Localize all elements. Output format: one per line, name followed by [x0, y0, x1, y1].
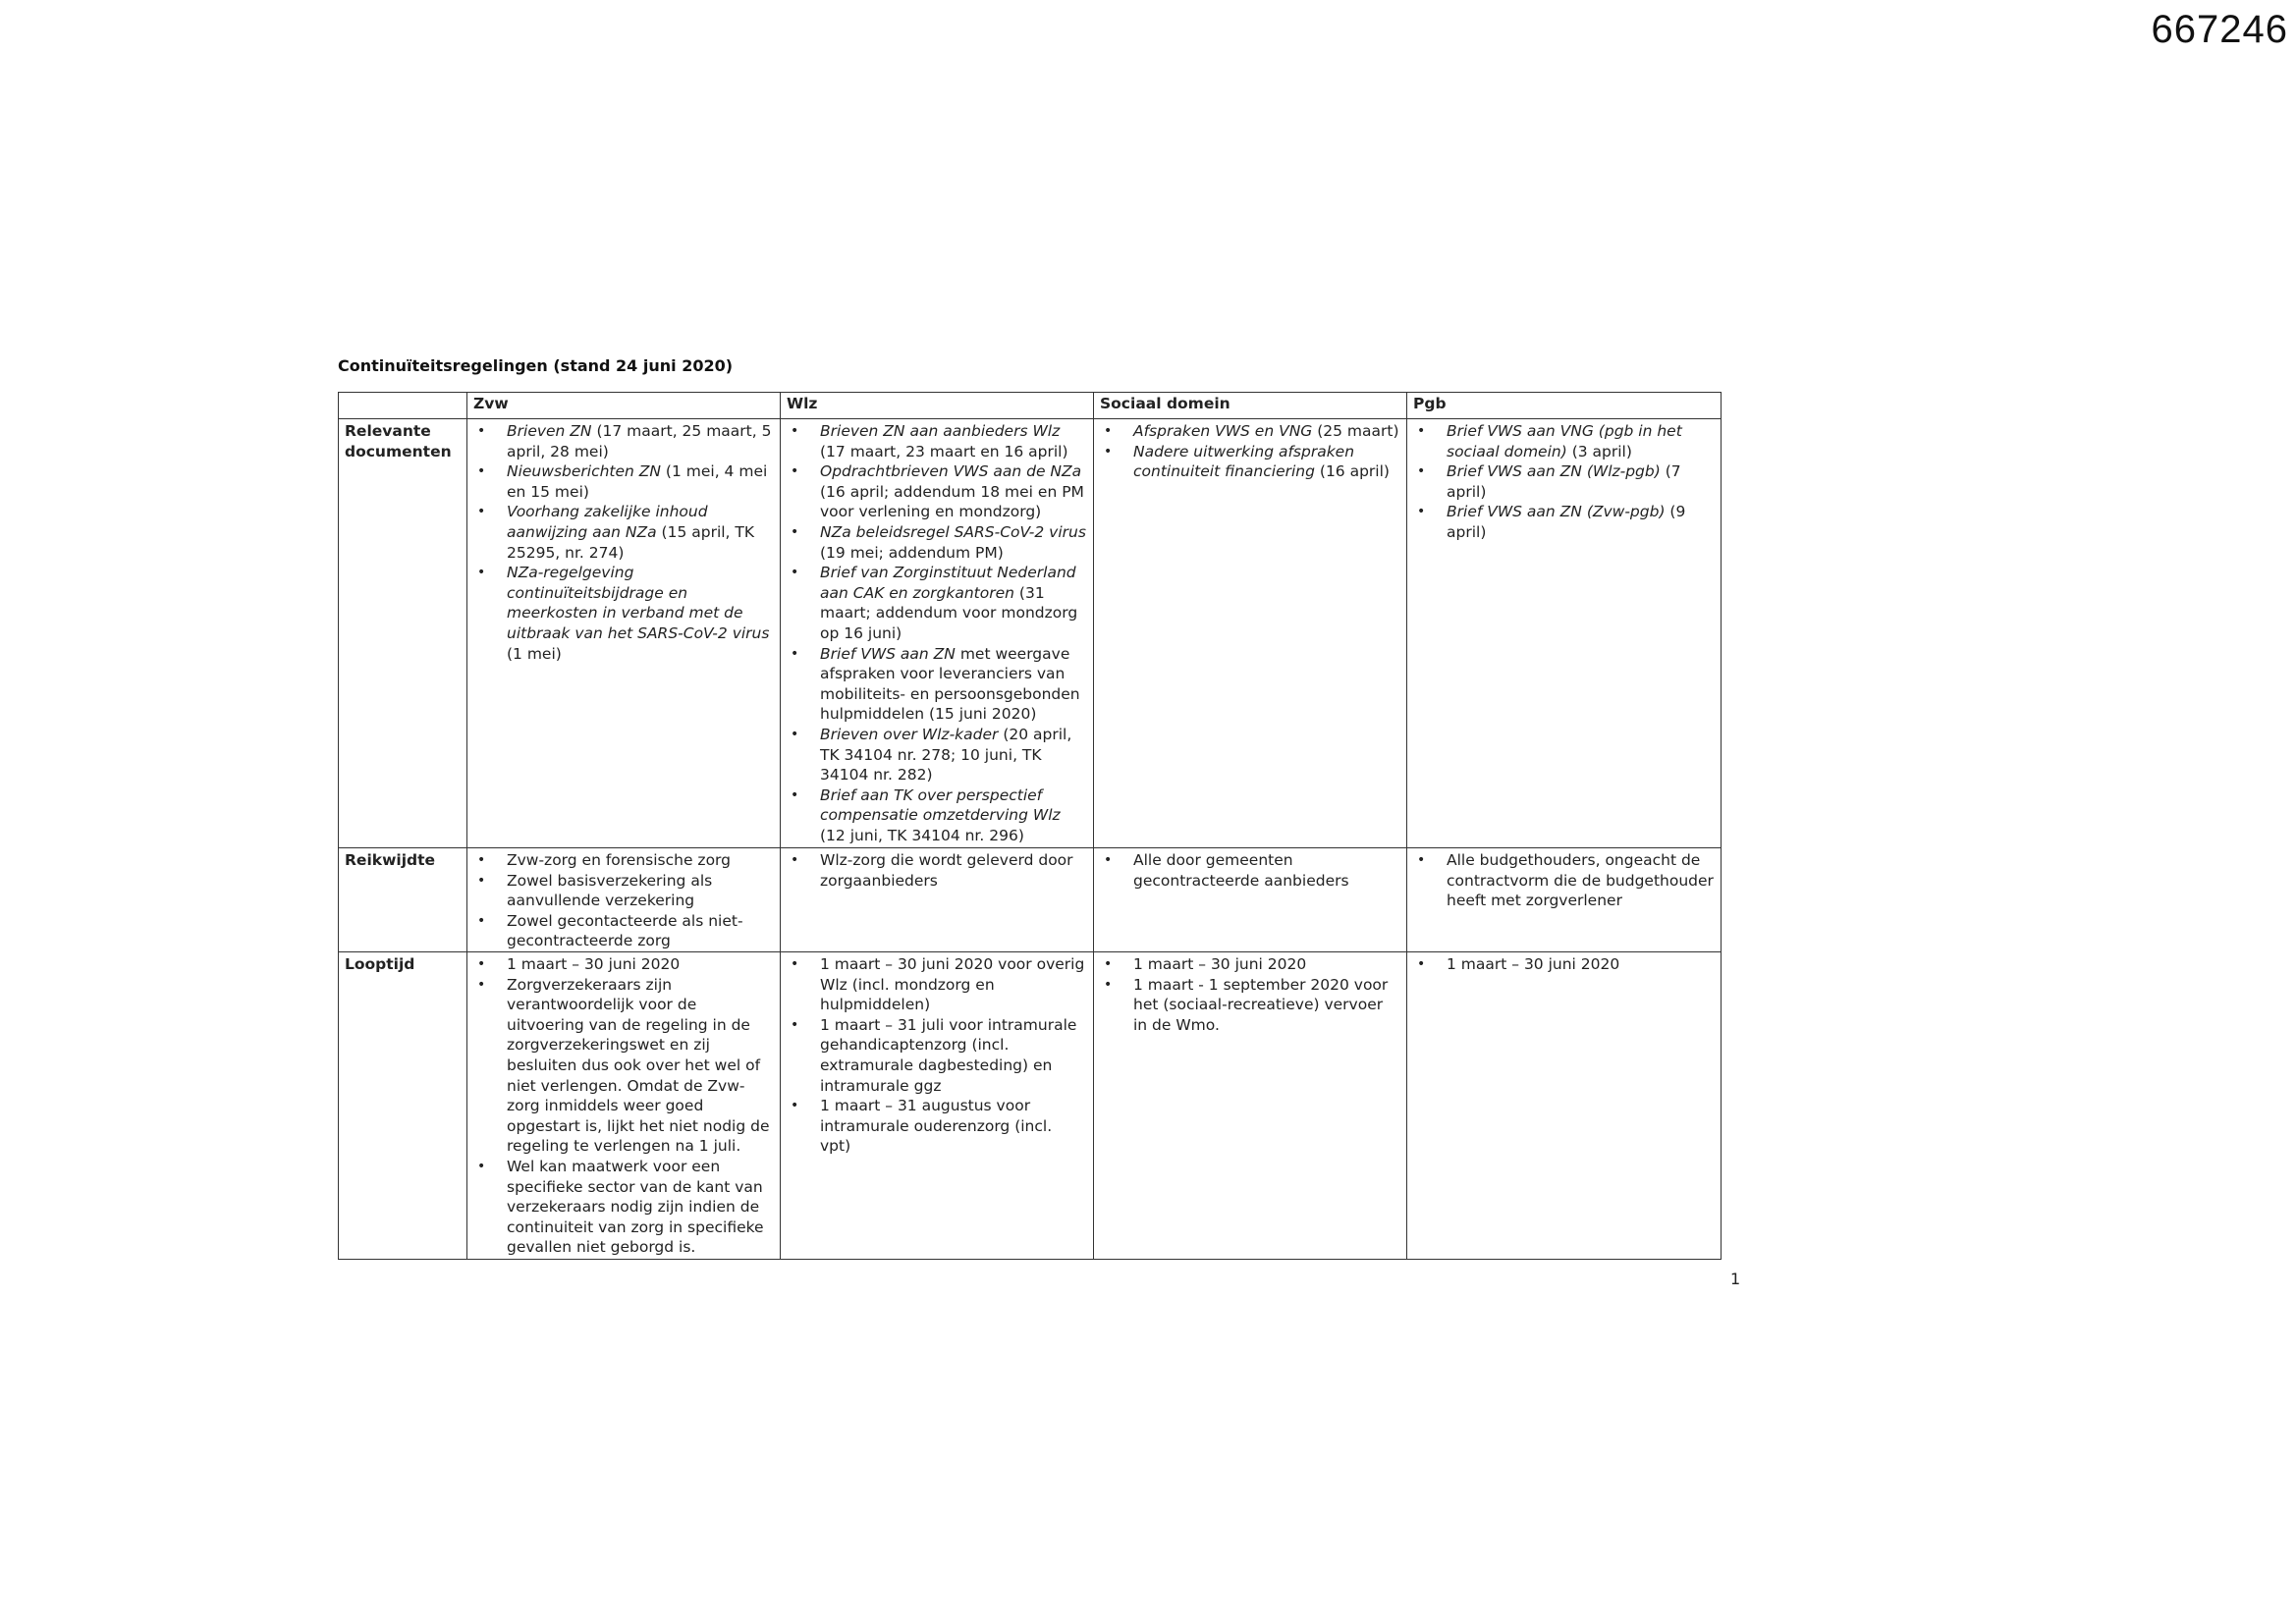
list-item [473, 1157, 774, 1258]
document-reference: Brieven over Wlz-kader [820, 725, 999, 743]
cell-sociaal-domein [1094, 848, 1407, 952]
item-text: (17 maart, 25 maart, 5 april, 28 mei) [507, 422, 772, 460]
document-reference: NZa-regelgeving continuïteitsbijdrage en meerkosten in verband met de uitbraak van het SARS-CoV-2 virus [507, 564, 770, 642]
list-item [473, 502, 774, 563]
item-text: Alle door gemeenten gecontracteerde aanbieders [1133, 851, 1349, 890]
cell-zvw [467, 951, 781, 1259]
list-item [787, 421, 1087, 461]
cell-pgb [1407, 419, 1722, 848]
list-item [1413, 421, 1715, 461]
item-text: Alle budgethouders, ongeacht de contractvorm die de budgethouder heeft met zorgverlener [1447, 851, 1714, 910]
document-reference: Voorhang zakelijke inhoud aanwijzing aan NZa [507, 503, 708, 541]
list-item [787, 563, 1087, 643]
item-text: (12 juni, TK 34104 nr. 296) [820, 826, 1024, 844]
bullet-list [787, 421, 1087, 845]
list-item [1413, 461, 1715, 502]
list-item [1413, 502, 1715, 542]
document-reference: Nadere uitwerking afspraken continuiteit financiering [1133, 442, 1355, 481]
table-row-relevante-documenten [339, 419, 1722, 848]
item-text: Zvw-zorg en forensische zorg [507, 851, 731, 869]
item-text: 1 maart – 30 juni 2020 [1133, 954, 1307, 973]
list-item [787, 954, 1087, 1015]
list-item [787, 522, 1087, 563]
document-reference: Brief VWS aan ZN (Zvw-pgb) [1447, 503, 1666, 521]
list-item [1413, 954, 1715, 975]
continuity-table [338, 392, 1722, 1260]
cell-pgb [1407, 848, 1722, 952]
document-reference: NZa beleidsregel SARS-CoV-2 virus [820, 522, 1086, 541]
item-text: (25 maart) [1312, 422, 1399, 440]
list-item [473, 850, 774, 871]
list-item [787, 1015, 1087, 1096]
item-text: Zowel basisverzekering als aanvullende verzekering [507, 871, 713, 910]
list-item [473, 954, 774, 975]
page-number: 1 [1730, 1270, 1741, 1288]
document-reference: Brieven ZN [507, 422, 592, 440]
item-text: (9 april) [1447, 503, 1686, 541]
header-empty [339, 393, 467, 419]
bullet-list [787, 850, 1087, 891]
row-label: Looptijd [339, 951, 467, 1259]
item-text: 1 maart – 31 augustus voor intramurale ouderenzorg (incl. vpt) [820, 1097, 1053, 1156]
item-text: (31 maart; addendum voor mondzorg op 16 juni) [820, 583, 1078, 642]
document-title: Continuïteitsregelingen (stand 24 juni 2020) [338, 356, 734, 375]
list-item [787, 785, 1087, 846]
table-header-row [339, 393, 1722, 419]
item-text: 1 maart – 30 juni 2020 [507, 954, 681, 973]
item-text: (19 mei; addendum PM) [820, 543, 1004, 562]
cell-zvw [467, 848, 781, 952]
list-item [473, 871, 774, 911]
list-item [473, 911, 774, 951]
cell-pgb [1407, 951, 1722, 1259]
item-text: Zorgverzekeraars zijn verantwoordelijk voor de uitvoering van de regeling in de zorgverzekeringswet en zij besluiten dus ook over het wel of niet verlengen. Omdat de Zvw-zorg inmiddels weer goed opgestart is, lijkt het niet nodig de regeling te verlengen na 1 juli. [507, 975, 770, 1156]
list-item [787, 1096, 1087, 1157]
bullet-list [1413, 954, 1715, 975]
item-text: (7 april) [1447, 462, 1681, 501]
item-text: (15 april, TK 25295, nr. 274) [507, 522, 755, 562]
table-row-reikwijdte [339, 848, 1722, 952]
item-text: 1 maart - 1 september 2020 voor het (sociaal-recreatieve) vervoer in de Wmo. [1133, 975, 1389, 1034]
item-text: met weergave afspraken voor leveranciers van mobiliteits- en persoonsgebonden hulpmiddelen (15 juni 2020) [820, 644, 1080, 724]
item-text: 1 maart – 30 juni 2020 voor overig Wlz (incl. mondzorg en hulpmiddelen) [820, 954, 1085, 1014]
list-item [473, 975, 774, 1157]
item-text: (20 april, TK 34104 nr. 278; 10 juni, TK 34104 nr. 282) [820, 725, 1072, 785]
document-reference: Brief VWS aan VNG (pgb in het sociaal domein) [1447, 422, 1682, 460]
item-text: (16 april) [1314, 462, 1390, 481]
item-text: (1 mei, 4 mei en 15 mei) [507, 462, 768, 501]
cell-wlz [781, 419, 1094, 848]
list-item [1100, 442, 1400, 482]
cell-wlz [781, 951, 1094, 1259]
document-reference: Brief VWS aan ZN (Wlz-pgb) [1447, 462, 1661, 481]
bullet-list [1100, 850, 1400, 891]
header-wlz: Wlz [781, 393, 1094, 419]
item-text: 1 maart – 30 juni 2020 [1447, 954, 1620, 973]
document-reference: Brief aan TK over perspectief compensatie omzetderving Wlz [820, 785, 1061, 825]
cell-sociaal-domein [1094, 419, 1407, 848]
list-item [787, 850, 1087, 891]
list-item [1413, 850, 1715, 911]
table-row-looptijd [339, 951, 1722, 1259]
list-item [473, 421, 774, 461]
list-item [473, 563, 774, 664]
header-zvw: Zvw [467, 393, 781, 419]
table-body [339, 419, 1722, 1260]
row-label: Relevante documenten [339, 419, 467, 848]
row-label: Reikwijdte [339, 848, 467, 952]
list-item [1100, 975, 1400, 1036]
cell-zvw [467, 419, 781, 848]
item-text: (3 april) [1566, 442, 1632, 460]
document-reference: Opdrachtbrieven VWS aan de NZa [820, 462, 1082, 481]
document-reference: Afspraken VWS en VNG [1133, 422, 1313, 440]
bullet-list [1413, 850, 1715, 911]
item-text: 1 maart – 31 juli voor intramurale gehandicaptenzorg (incl. extramurale dagbesteding) en intramurale ggz [820, 1015, 1077, 1095]
item-text: (1 mei) [507, 644, 562, 663]
document-number: 667246 [2151, 8, 2288, 51]
item-text: Wel kan maatwerk voor een specifieke sector van de kant van verzekeraars nodig zijn indien de continuiteit van zorg in specifieke gevallen niet geborgd is. [507, 1157, 764, 1257]
document-reference: Brieven ZN aan aanbieders Wlz [820, 422, 1061, 440]
bullet-list [1100, 421, 1400, 482]
bullet-list [787, 954, 1087, 1157]
cell-wlz [781, 848, 1094, 952]
list-item [1100, 421, 1400, 442]
item-text: (17 maart, 23 maart en 16 april) [820, 442, 1068, 460]
list-item [1100, 850, 1400, 891]
list-item [787, 461, 1087, 522]
header-sociaal-domein: Sociaal domein [1094, 393, 1407, 419]
cell-sociaal-domein [1094, 951, 1407, 1259]
document-reference: Nieuwsberichten ZN [507, 462, 661, 481]
item-text: Wlz-zorg die wordt geleverd door zorgaanbieders [820, 851, 1073, 890]
bullet-list [1100, 954, 1400, 1035]
list-item [473, 461, 774, 502]
document-reference: Brief van Zorginstituut Nederland aan CAK en zorgkantoren [820, 564, 1076, 602]
bullet-list [473, 954, 774, 1258]
bullet-list [473, 421, 774, 664]
header-pgb: Pgb [1407, 393, 1722, 419]
item-text: (16 april; addendum 18 mei en PM voor verlening en mondzorg) [820, 482, 1084, 521]
item-text: Zowel gecontacteerde als niet-gecontracteerde zorg [507, 911, 743, 950]
list-item [1100, 954, 1400, 975]
list-item [787, 725, 1087, 785]
document-reference: Brief VWS aan ZN [820, 644, 956, 663]
bullet-list [473, 850, 774, 951]
bullet-list [1413, 421, 1715, 543]
list-item [787, 644, 1087, 725]
